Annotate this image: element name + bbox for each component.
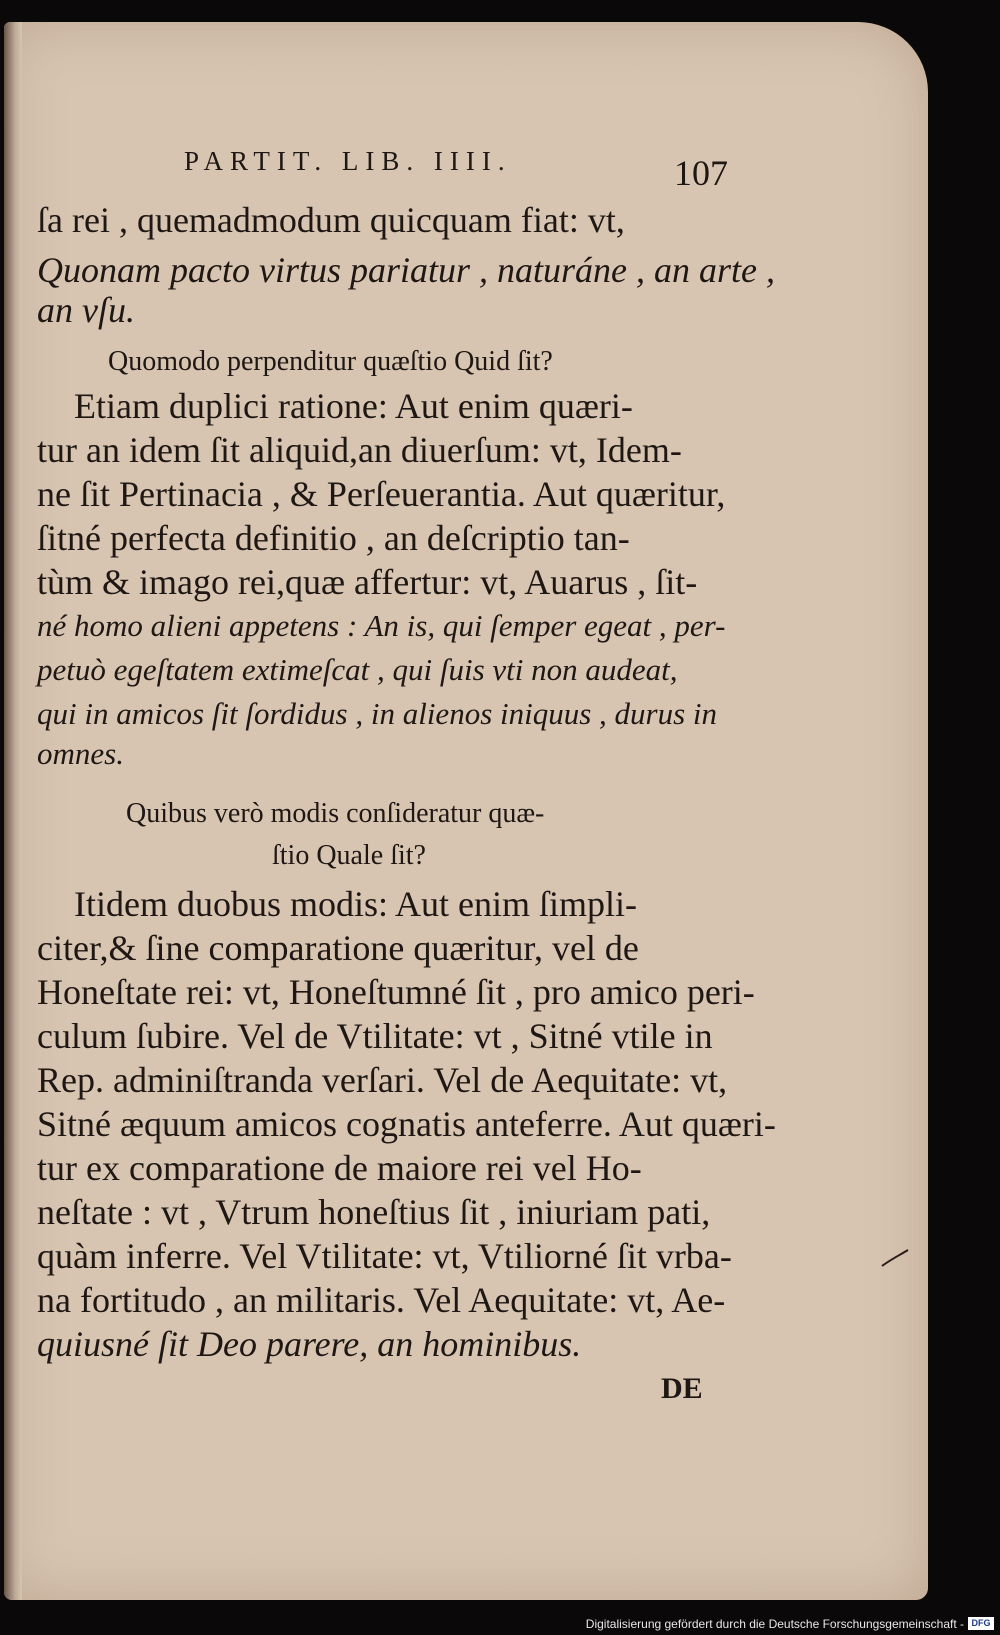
body-line: citer,& ſine comparatione quæritur, vel de xyxy=(37,928,639,968)
body-line: culum ſubire. Vel de Vtilitate: vt , Sitné vtile in xyxy=(37,1016,713,1056)
body-line: Sitné æquum amicos cognatis anteferre. Aut quæri- xyxy=(37,1104,776,1144)
book-page xyxy=(4,22,928,1600)
body-line: ſitné perfecta definitio , an deſcriptio tan- xyxy=(37,518,630,558)
body-line: an vſu. xyxy=(37,290,135,330)
body-line: na fortitudo , an militaris. Vel Aequitate: vt, Ae- xyxy=(37,1280,726,1320)
body-line: ne ſit Pertinacia , & Perſeuerantia. Aut quæritur, xyxy=(37,474,726,514)
body-line: quiusné ſit Deo parere, an hominibus. xyxy=(37,1324,582,1364)
question-heading: Quomodo perpenditur quæſtio Quid ſit? xyxy=(108,346,553,377)
body-line: né homo alieni appetens : An is, qui ſemper egeat , per- xyxy=(37,608,726,643)
body-line: qui in amicos ſit ſordidus , in alienos iniquus , durus in xyxy=(37,696,718,731)
question-heading: ſtio Quale ſit? xyxy=(272,840,426,871)
running-head: PARTIT. LIB. IIII. xyxy=(184,146,512,176)
digitization-credit: Digitalisierung gefördert durch die Deutsche Forschungsgemeinschaft - xyxy=(585,1617,964,1631)
body-line: petuò egeſtatem extimeſcat , qui ſuis vti non audeat, xyxy=(37,652,678,687)
body-line: Honeſtate rei: vt, Honeſtumné ſit , pro amico peri- xyxy=(37,972,755,1012)
question-heading: Quibus verò modis conſideratur quæ- xyxy=(126,798,545,829)
body-line: Rep. adminiſtranda verſari. Vel de Aequitate: vt, xyxy=(37,1060,728,1100)
body-line: quàm inferre. Vel Vtilitate: vt, Vtiliorné ſit vrba- xyxy=(37,1236,732,1276)
pen-mark-icon xyxy=(880,1248,910,1270)
body-line: tur ex comparatione de maiore rei vel Ho- xyxy=(37,1148,642,1188)
body-line: ſa rei , quemadmodum quicquam fiat: vt, xyxy=(37,200,625,240)
body-line: omnes. xyxy=(37,736,124,771)
body-line: tur an idem ſit aliquid,an diuerſum: vt, Idem- xyxy=(37,430,682,470)
dfg-logo: DFG xyxy=(968,1617,994,1630)
page-gutter xyxy=(4,22,22,1600)
body-line: Etiam duplici ratione: Aut enim quæri- xyxy=(74,386,633,426)
page-number: 107 xyxy=(674,153,728,193)
catchword: DE xyxy=(661,1372,703,1405)
body-line: Itidem duobus modis: Aut enim ſimpli- xyxy=(74,884,637,924)
body-line: neſtate : vt , Vtrum honeſtius ſit , iniuriam pati, xyxy=(37,1192,711,1232)
body-line: Quonam pacto virtus pariatur , naturáne , an arte , xyxy=(37,250,775,290)
body-line: tùm & imago rei,quæ affertur: vt, Auarus , ſit- xyxy=(37,562,698,602)
